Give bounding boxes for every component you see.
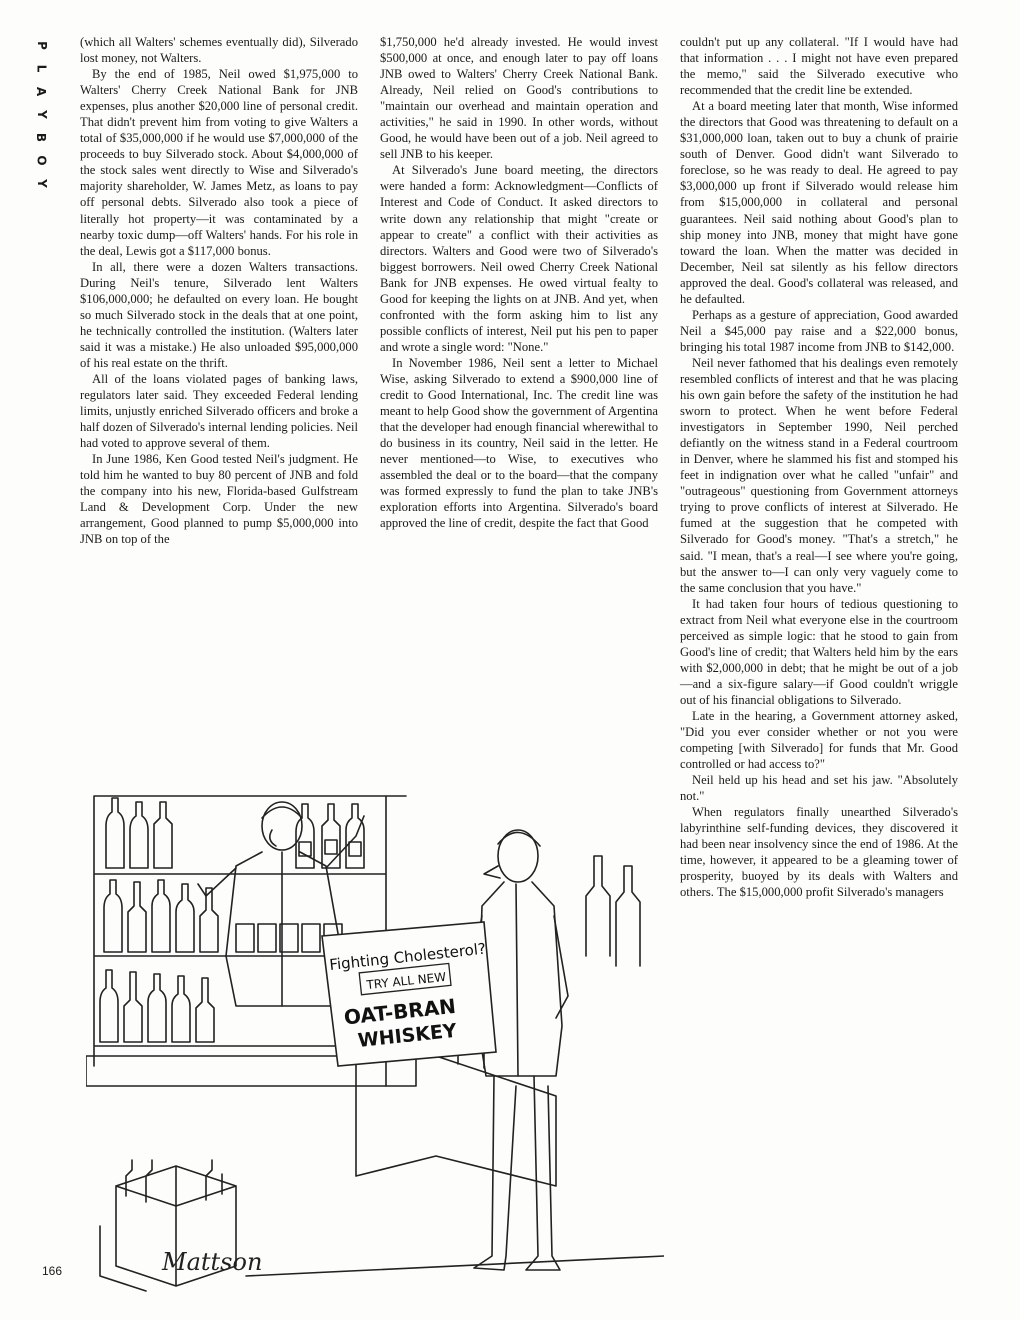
paragraph: Neil held up his head and set his jaw. "Absolutely not." xyxy=(680,773,958,804)
paragraph: (which all Walters' schemes eventually did), Silverado lost money, not Walters. xyxy=(80,35,358,66)
paragraph: All of the loans violated pages of banking laws, regulators later said. They exceeded Federal lending limits, unjustly enriched Silverado officers and broke a half dozen of Silverado's internal lending policies. Neil had voted to approve several of them. xyxy=(80,371,358,451)
paragraph: When regulators finally unearthed Silverado's labyrinthine self-funding devices, they discovered it had been near insolvency since the end of 1986. At the time, however, it appeared to be a gleaming tower of prosperity, buoyed by its deals with Walters and others. The $15,000,000 profit Silverado's managers xyxy=(680,805,958,900)
paragraph: Perhaps as a gesture of appreciation, Good awarded Neil a $45,000 pay raise and a $22,000 bonus, bringing his total 1987 income from JNB to $142,000. xyxy=(680,307,958,354)
sidebar-letter: O xyxy=(34,155,49,166)
sign-subline: TRY ALL NEW xyxy=(365,969,447,993)
cartoonist-signature: Mattson xyxy=(162,1248,263,1276)
bottle-row-bottom xyxy=(100,970,214,1042)
sidebar-letter: P xyxy=(34,41,49,50)
sidebar-letter: A xyxy=(34,86,49,97)
article-column-2 xyxy=(380,34,658,734)
paragraph: At a board meeting later that month, Wise informed the directors that Good was threatening to default on a $31,000,000 loan, taken out to buy a chunk of prairie south of Denver. Good didn't want Silverado to foreclose, so he was ready to deal. He agreed to pay $3,000,000 up front if Silverado would release him from $15,000,000 in collateral and personal guarantees. Neil said nothing about Good's plan to ship money into JNB, money that might have gone toward the loan. When the matter was decided in December, Neil sat silently as his fellow directors approved the deal. Good's collateral was released, and he defaulted. xyxy=(680,99,958,306)
paragraph: In all, there were a dozen Walters transactions. During Neil's tenure, Silverado lent Walters $106,000,000; he defaulted on every loan. He bought so much Silverado stock in the deals that at one point, he technically controlled the institution. (Walters later said it was a mistake.) He also unloaded $95,000,000 of his real estate on the thrift. xyxy=(80,259,358,370)
bottle-row-middle xyxy=(104,880,342,952)
sidebar-letter: Y xyxy=(34,110,49,119)
sidebar-letter: L xyxy=(34,64,49,73)
page-number: 166 xyxy=(42,1264,63,1278)
paragraph: By the end of 1985, Neil owed $1,975,000 to Walters' Cherry Creek National Bank for JNB expenses, plus another $20,000 line of personal credit. That didn't prevent him from voting to give Walters a total of $35,000,000 if he would use $7,000,000 of the proceeds to buy Silverado stock. About $4,000,000 of the stock sales went directly to Wise and Silverado's majority shareholder, W. James Metz, as loans to pay off personal debts. Silverado also took a piece of literally hot property—it was contaminated by a nearby toxic dump—off Walters' hands. For his role in the deal, Lewis got a $117,000 bonus. xyxy=(80,67,358,258)
sidebar-letter: Y xyxy=(34,179,49,188)
bottle-row-top xyxy=(106,798,364,868)
sign-headline: Fighting Cholesterol? xyxy=(328,939,487,974)
article-column-3 xyxy=(680,34,958,1284)
paragraph: In November 1986, Neil sent a letter to Michael Wise, asking Silverado to extend a $900,000 line of credit to Good International, Inc. The credit line was meant to help Good show the government of Argentina that the developer had enough financial wherewithal to do business in its country, Neil said in the letter. He never mentioned—to Wise, to executives who assembled the deal or to the board—that the company was formed expressly to fund the plan to take JNB's exploration efforts into Argentina. Silverado's board approved the line of credit, despite the fact that Good xyxy=(380,355,658,531)
paragraph: couldn't put up any collateral. "If I would have had that information . . . I might not have even prepared the memo," said the Silverado executive who recommended that the credit line be extended. xyxy=(680,35,958,98)
sign-product: OAT-BRAN xyxy=(342,993,457,1030)
paragraph: Neil never fathomed that his dealings even remotely resembled conflicts of interest and that he was placing his own gain before the safety of the institution he had sworn to protect. When he went before Federal investigators in September 1990, Neil perched defiantly on the witness stand in a Federal courtroom in Denver, where he slammed his fist and stomped his feet in indignation over what he called "unfair" and "outrageous" questioning from Government attorneys trying to prove conflicts of interest at Silverado. He fumed at the suggestion that he competed with Silverado for Good's money. "That's a stretch," he said. "I mean, that's a real—I see where you're going, but the answer to—I can only very vaguely come to the same conclusion that you have." xyxy=(680,355,958,595)
article-column-1 xyxy=(80,34,358,734)
background-bottles xyxy=(586,856,640,966)
paragraph: In June 1986, Ken Good tested Neil's judgment. He told him he wanted to buy 80 percent of JNB and fold the company into his new, Florida-based Gulfstream Land & Development Corp. Under the new arrangement, Good planned to pump $5,000,000 into JNB on top of the xyxy=(80,452,358,547)
magazine-sidebar xyxy=(30,34,52,195)
paragraph: $1,750,000 he'd already invested. He would invest $500,000 at once, and enough later to pay off loans JNB owed to Walters' Cherry Creek National Bank. Already, Neil relied on Good's contributions to "maintain our overhead and maintain operation and activities," he said in 1990. In other words, without Good, he would have been out of a job. Neil agreed to sell JNB to his keeper. xyxy=(380,35,658,162)
cartoon-illustration xyxy=(86,756,664,1292)
whiskey-sign xyxy=(322,922,496,1066)
paragraph: Late in the hearing, a Government attorney asked, "Did you ever consider whether or not you were competing [with Silverado] for funds that Mr. Good controlled or had access to?" xyxy=(680,708,958,772)
sign-product-2: WHISKEY xyxy=(356,1019,458,1052)
paragraph: It had taken four hours of tedious questioning to extract from Neil what everyone else in the courtroom perceived as simple logic: that he stood to gain from Good's line of credit; that Walters held him by the ears with $2,000,000 in debt; that he might be out of a job—and a six-figure salary—if Good couldn't wriggle out of his financial obligations to Silverado. xyxy=(680,596,958,707)
sidebar-letter: B xyxy=(34,132,49,143)
paragraph: At Silverado's June board meeting, the directors were handed a form: Acknowledgment—Conflicts of Interest and Code of Conduct. It asked directors to write down any relationship that might "create or appear to create" a conflict with their activities as directors. Walters and Good were two of Silverado's biggest borrowers. Neil owed Cherry Creek National Bank for JNB expenses. He owed virtual fealty to Good for keeping the lights on at JNB. And yet, when confronted with the form asking him to list any possible conflicts of interest, Neil put his pen to paper and wrote a single word: "None." xyxy=(380,163,658,354)
